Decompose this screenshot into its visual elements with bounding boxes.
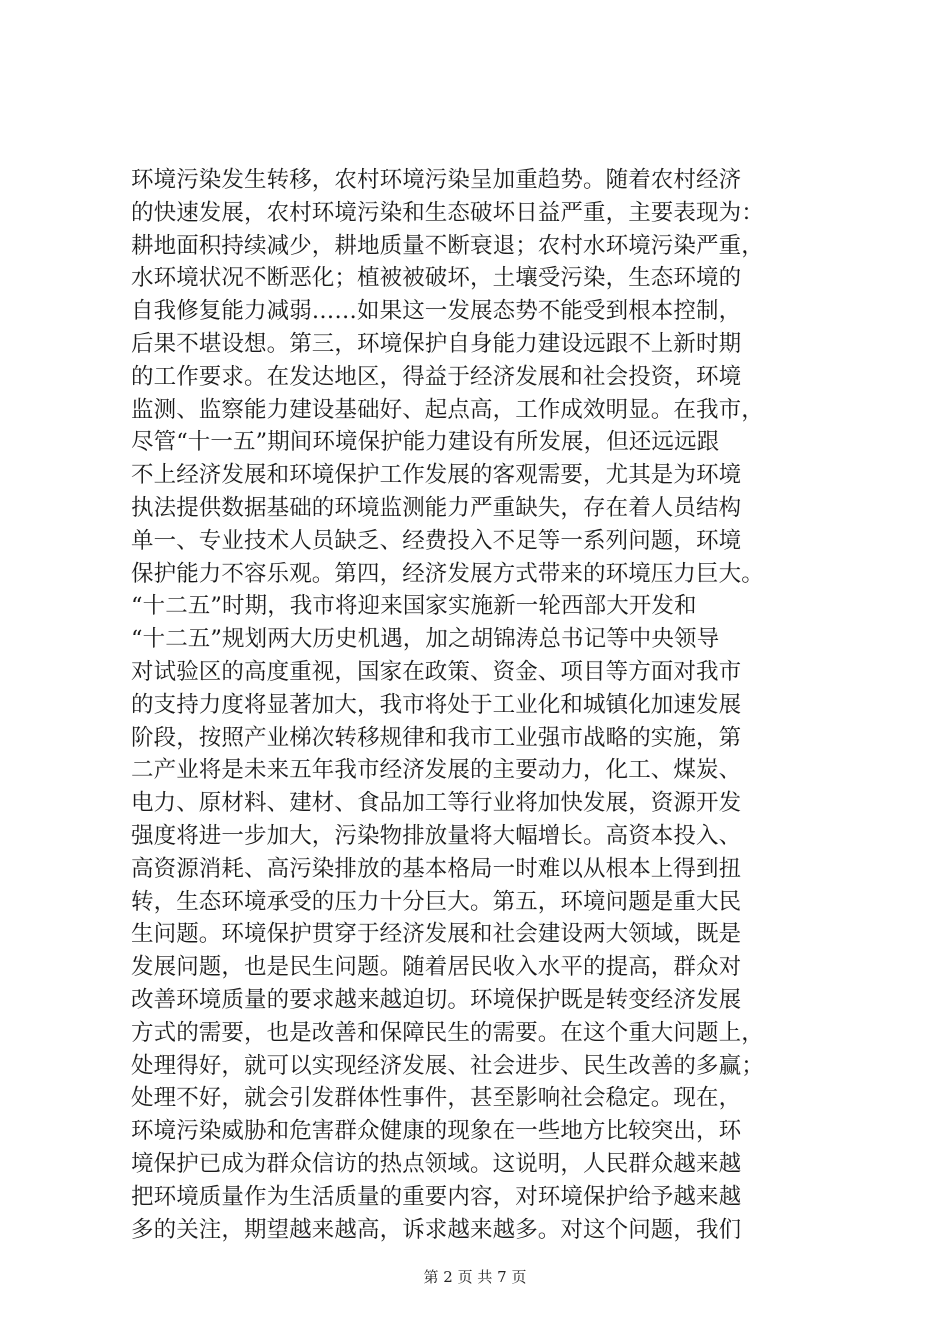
text-line: 转，生态环境承受的压力十分巨大。第五，环境问题是重大民	[131, 888, 742, 915]
text-line: 把环境质量作为生活质量的重要内容，对环境保护给予越来越	[131, 1183, 742, 1210]
text-line: 耕地面积持续减少，耕地质量不断衰退；农村水环境污染严重，	[131, 232, 764, 259]
text-line: 高资源消耗、高污染排放的基本格局一时难以从根本上得到扭	[131, 855, 742, 882]
text-line: 对试验区的高度重视，国家在政策、资金、项目等方面对我市	[131, 658, 742, 685]
text-line: 环境污染发生转移，农村环境污染呈加重趋势。随着农村经济	[131, 167, 742, 193]
text-line: 强度将进一步加大，污染物排放量将大幅增长。高资本投入、	[131, 822, 742, 849]
text-line: 后果不堪设想。第三，环境保护自身能力建设远跟不上新时期	[131, 330, 742, 357]
text-line: 单一、专业技术人员缺乏、经费投入不足等一系列问题，环境	[131, 527, 742, 554]
text-line: 生问题。环境保护贯穿于经济发展和社会建设两大领域，既是	[131, 921, 742, 948]
text-line: 环境污染威胁和危害群众健康的现象在一些地方比较突出，环	[131, 1118, 742, 1145]
text-line: 的工作要求。在发达地区，得益于经济发展和社会投资，环境	[131, 363, 742, 390]
text-line: 发展问题，也是民生问题。随着居民收入水平的提高，群众对	[131, 954, 742, 981]
body-text	[131, 164, 831, 1246]
text-line: 不上经济发展和环境保护工作发展的客观需要，尤其是为环境	[131, 462, 742, 489]
text-line: “十二五”规划两大历史机遇，加之胡锦涛总书记等中央领导	[131, 626, 720, 653]
text-line: 监测、监察能力建设基础好、起点高，工作成效明显。在我市，	[131, 396, 764, 423]
text-line: 电力、原材料、建材、食品加工等行业将加快发展，资源开发	[131, 790, 742, 817]
text-line: 的快速发展，农村环境污染和生态破坏日益严重，主要表现为：	[131, 199, 764, 226]
text-line: 水环境状况不断恶化；植被被破坏，土壤受污染，生态环境的	[131, 265, 742, 292]
text-line: 改善环境质量的要求越来越迫切。环境保护既是转变经济发展	[131, 986, 742, 1013]
text-line: 阶段，按照产业梯次转移规律和我市工业强市战略的实施，第	[131, 724, 742, 751]
text-line: 处理不好，就会引发群体性事件，甚至影响社会稳定。现在，	[131, 1085, 742, 1112]
text-line: 尽管“十一五”期间环境保护能力建设有所发展，但还远远跟	[131, 429, 720, 456]
text-line: 多的关注，期望越来越高，诉求越来越多。对这个问题，我们	[131, 1216, 742, 1243]
text-line: 处理得好，就可以实现经济发展、社会进步、民生改善的多赢；	[131, 1052, 764, 1079]
text-line: 自我修复能力减弱……如果这一发展态势不能受到根本控制，	[131, 298, 742, 325]
text-line: “十二五”时期，我市将迎来国家实施新一轮西部大开发和	[131, 593, 697, 620]
text-line: 保护能力不容乐观。第四，经济发展方式带来的环境压力巨大。	[131, 560, 764, 587]
text-line: 二产业将是未来五年我市经济发展的主要动力，化工、煤炭、	[131, 757, 742, 784]
text-line: 执法提供数据基础的环境监测能力严重缺失，存在着人员结构	[131, 494, 742, 521]
text-line: 的支持力度将显著加大，我市将处于工业化和城镇化加速发展	[131, 691, 742, 718]
text-line: 境保护已成为群众信访的热点领域。这说明，人民群众越来越	[131, 1150, 742, 1177]
page-footer: 第 2 页 共 7 页	[423, 1268, 527, 1286]
text-line: 方式的需要，也是改善和保障民生的需要。在这个重大问题上，	[131, 1019, 764, 1046]
